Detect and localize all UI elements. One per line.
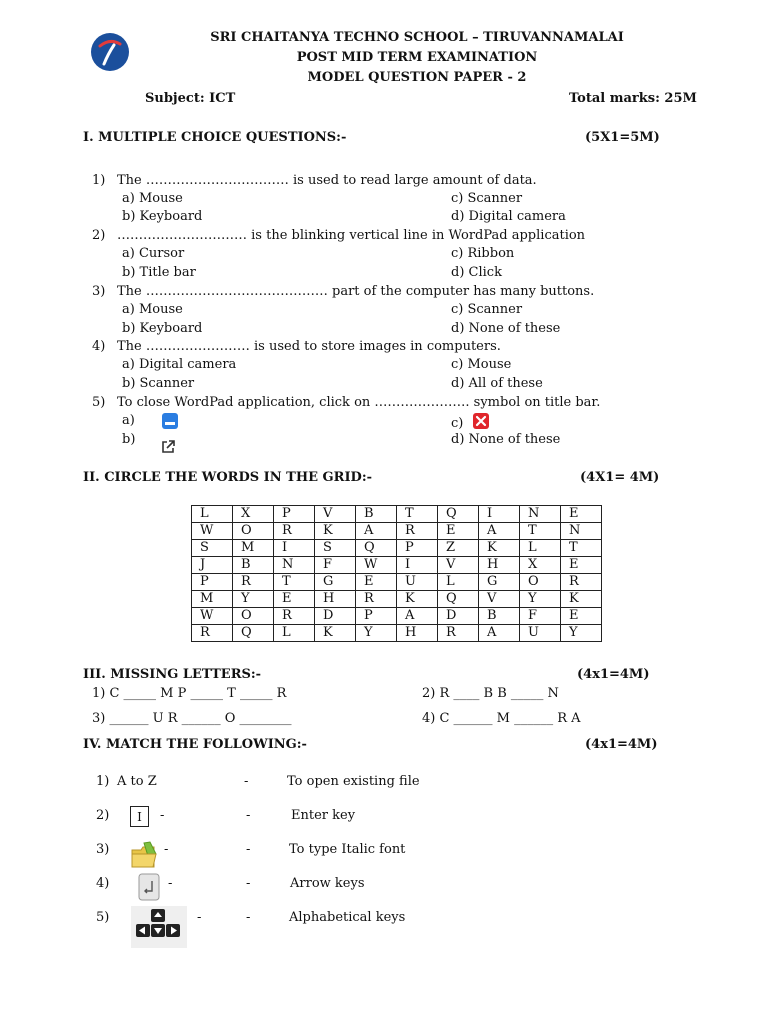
- grid-cell: W: [356, 557, 397, 574]
- match-2-number: 2): [96, 808, 110, 823]
- text-cursor-icon: I: [130, 806, 149, 827]
- grid-row: [192, 591, 602, 608]
- enter-key-icon: [137, 872, 161, 902]
- grid-cell: G: [479, 574, 520, 591]
- grid-cell: N: [520, 506, 561, 523]
- grid-row: [192, 523, 602, 540]
- match-2-right: Enter key: [291, 808, 356, 823]
- q3-number: 3): [92, 284, 106, 299]
- grid-cell: T: [397, 506, 438, 523]
- grid-cell: M: [192, 591, 233, 608]
- q3-option-b: b) Keyboard: [122, 321, 203, 336]
- grid-cell: S: [315, 540, 356, 557]
- grid-cell: Z: [438, 540, 479, 557]
- grid-cell: B: [356, 506, 397, 523]
- grid-cell: P: [397, 540, 438, 557]
- grid-cell: I: [479, 506, 520, 523]
- grid-row: [192, 540, 602, 557]
- q5-option-c: c): [451, 416, 464, 431]
- grid-cell: B: [233, 557, 274, 574]
- q5-option-b: b): [122, 432, 136, 447]
- grid-cell: K: [561, 591, 602, 608]
- grid-cell: V: [315, 506, 356, 523]
- grid-cell: O: [520, 574, 561, 591]
- section-2-marks: (4X1= 4M): [580, 470, 660, 485]
- grid-cell: F: [315, 557, 356, 574]
- match-3-dash-left: -: [164, 842, 169, 857]
- grid-cell: A: [397, 608, 438, 625]
- grid-cell: O: [233, 608, 274, 625]
- paper-title: MODEL QUESTION PAPER - 2: [307, 70, 527, 85]
- grid-cell: G: [315, 574, 356, 591]
- total-marks: Total marks: 25M: [569, 91, 697, 106]
- grid-row: [192, 557, 602, 574]
- word-grid: [191, 505, 602, 642]
- grid-cell: L: [274, 625, 315, 642]
- match-5-dash: -: [246, 910, 251, 925]
- section-2-title: II. CIRCLE THE WORDS IN THE GRID:-: [83, 470, 373, 485]
- q5-option-d: d) None of these: [451, 432, 561, 447]
- grid-cell: K: [315, 523, 356, 540]
- grid-cell: N: [274, 557, 315, 574]
- grid-cell: O: [233, 523, 274, 540]
- grid-cell: E: [561, 608, 602, 625]
- grid-cell: J: [192, 557, 233, 574]
- grid-cell: Q: [356, 540, 397, 557]
- match-4-dash: -: [246, 876, 251, 891]
- match-4-number: 4): [96, 876, 110, 891]
- match-3-number: 3): [96, 842, 110, 857]
- match-2-dash-left: -: [160, 808, 165, 823]
- grid-cell: U: [520, 625, 561, 642]
- match-4-dash-left: -: [168, 876, 173, 891]
- grid-cell: W: [192, 523, 233, 540]
- q4-option-c: c) Mouse: [451, 357, 512, 372]
- match-1-left: A to Z: [117, 774, 157, 789]
- match-1-right: To open existing file: [287, 774, 420, 789]
- grid-cell: T: [561, 540, 602, 557]
- grid-cell: L: [192, 506, 233, 523]
- grid-cell: M: [233, 540, 274, 557]
- grid-cell: L: [520, 540, 561, 557]
- q2-option-d: d) Click: [451, 265, 502, 280]
- q5-text: To close WordPad application, click on …………………. symbol on title bar.: [117, 395, 601, 410]
- grid-row: [192, 625, 602, 642]
- q4-number: 4): [92, 339, 106, 354]
- grid-cell: Y: [520, 591, 561, 608]
- q1-option-c: c) Scanner: [451, 191, 523, 206]
- grid-cell: T: [520, 523, 561, 540]
- match-5-dash-left: -: [197, 910, 202, 925]
- grid-cell: P: [192, 574, 233, 591]
- q5-option-a: a): [122, 413, 135, 428]
- close-window-icon: [472, 412, 490, 430]
- section-1-marks: (5X1=5M): [585, 130, 660, 145]
- q1-number: 1): [92, 173, 106, 188]
- q2-option-a: a) Cursor: [122, 246, 185, 261]
- grid-cell: R: [397, 523, 438, 540]
- grid-cell: R: [561, 574, 602, 591]
- grid-cell: V: [438, 557, 479, 574]
- grid-cell: E: [438, 523, 479, 540]
- exam-title: POST MID TERM EXAMINATION: [296, 50, 538, 65]
- q2-text: ………………………… is the blinking vertical line in WordPad application: [117, 228, 586, 243]
- q1-option-d: d) Digital camera: [451, 209, 566, 224]
- grid-cell: X: [520, 557, 561, 574]
- grid-row: [192, 574, 602, 591]
- missing-letters-3: 3) ______ U R ______ O ________: [92, 711, 292, 726]
- grid-cell: K: [397, 591, 438, 608]
- q5-number: 5): [92, 395, 106, 410]
- q3-option-a: a) Mouse: [122, 302, 183, 317]
- grid-cell: A: [479, 625, 520, 642]
- grid-cell: E: [561, 557, 602, 574]
- section-1-title: I. MULTIPLE CHOICE QUESTIONS:-: [83, 130, 347, 145]
- grid-cell: N: [561, 523, 602, 540]
- missing-letters-1: 1) C _____ M P _____ T _____ R: [92, 686, 287, 701]
- q3-option-d: d) None of these: [451, 321, 561, 336]
- match-5-right: Alphabetical keys: [289, 910, 406, 925]
- grid-cell: A: [479, 523, 520, 540]
- section-4-title: IV. MATCH THE FOLLOWING:-: [83, 737, 307, 752]
- grid-cell: D: [315, 608, 356, 625]
- grid-cell: E: [274, 591, 315, 608]
- subject-label: Subject: ICT: [145, 91, 236, 106]
- match-1-number: 1): [96, 774, 110, 789]
- q4-option-d: d) All of these: [451, 376, 543, 391]
- grid-cell: K: [315, 625, 356, 642]
- grid-cell: W: [192, 608, 233, 625]
- grid-cell: Y: [356, 625, 397, 642]
- grid-cell: S: [192, 540, 233, 557]
- grid-cell: R: [274, 523, 315, 540]
- q4-option-a: a) Digital camera: [122, 357, 237, 372]
- grid-cell: V: [479, 591, 520, 608]
- q2-number: 2): [92, 228, 106, 243]
- minimize-window-icon: [161, 412, 179, 430]
- grid-cell: F: [520, 608, 561, 625]
- match-1-dash: -: [244, 774, 249, 789]
- grid-cell: Y: [233, 591, 274, 608]
- section-3-marks: (4x1=4M): [577, 667, 650, 682]
- grid-cell: B: [479, 608, 520, 625]
- grid-cell: R: [356, 591, 397, 608]
- grid-row: [192, 506, 602, 523]
- grid-cell: R: [233, 574, 274, 591]
- missing-letters-4: 4) C ______ M ______ R A: [422, 711, 581, 726]
- q1-option-b: b) Keyboard: [122, 209, 203, 224]
- match-5-number: 5): [96, 910, 110, 925]
- q4-option-b: b) Scanner: [122, 376, 195, 391]
- section-3-title: III. MISSING LETTERS:-: [83, 667, 262, 682]
- q4-text: The …………………… is used to store images in computers.: [117, 339, 501, 354]
- q2-option-c: c) Ribbon: [451, 246, 515, 261]
- grid-cell: P: [356, 608, 397, 625]
- q1-option-a: a) Mouse: [122, 191, 183, 206]
- grid-cell: E: [356, 574, 397, 591]
- section-4-marks: (4x1=4M): [585, 737, 658, 752]
- grid-cell: Y: [561, 625, 602, 642]
- grid-cell: I: [274, 540, 315, 557]
- grid-cell: L: [438, 574, 479, 591]
- grid-cell: P: [274, 506, 315, 523]
- grid-cell: Q: [438, 591, 479, 608]
- grid-cell: R: [192, 625, 233, 642]
- grid-cell: Q: [438, 506, 479, 523]
- grid-cell: X: [233, 506, 274, 523]
- grid-cell: D: [438, 608, 479, 625]
- match-3-dash: -: [246, 842, 251, 857]
- grid-cell: U: [397, 574, 438, 591]
- grid-cell: R: [438, 625, 479, 642]
- grid-cell: E: [561, 506, 602, 523]
- match-3-right: To type Italic font: [289, 842, 406, 857]
- q2-option-b: b) Title bar: [122, 265, 196, 280]
- grid-cell: A: [356, 523, 397, 540]
- q1-text: The …………………………… is used to read large amount of data.: [117, 173, 537, 188]
- arrow-keys-icon: [131, 906, 187, 948]
- grid-cell: H: [479, 557, 520, 574]
- school-name: SRI CHAITANYA TECHNO SCHOOL – TIRUVANNAMALAI: [210, 30, 624, 45]
- grid-cell: K: [479, 540, 520, 557]
- grid-cell: H: [397, 625, 438, 642]
- open-external-icon: [160, 439, 176, 455]
- grid-cell: T: [274, 574, 315, 591]
- q3-text: The …………………………………… part of the computer has many buttons.: [117, 284, 595, 299]
- grid-cell: Q: [233, 625, 274, 642]
- match-2-dash: -: [246, 808, 251, 823]
- grid-cell: R: [274, 608, 315, 625]
- match-4-right: Arrow keys: [290, 876, 365, 891]
- grid-cell: I: [397, 557, 438, 574]
- grid-cell: H: [315, 591, 356, 608]
- open-folder-icon: [130, 840, 158, 870]
- missing-letters-2: 2) R ____ B B _____ N: [422, 686, 559, 701]
- grid-row: [192, 608, 602, 625]
- q3-option-c: c) Scanner: [451, 302, 523, 317]
